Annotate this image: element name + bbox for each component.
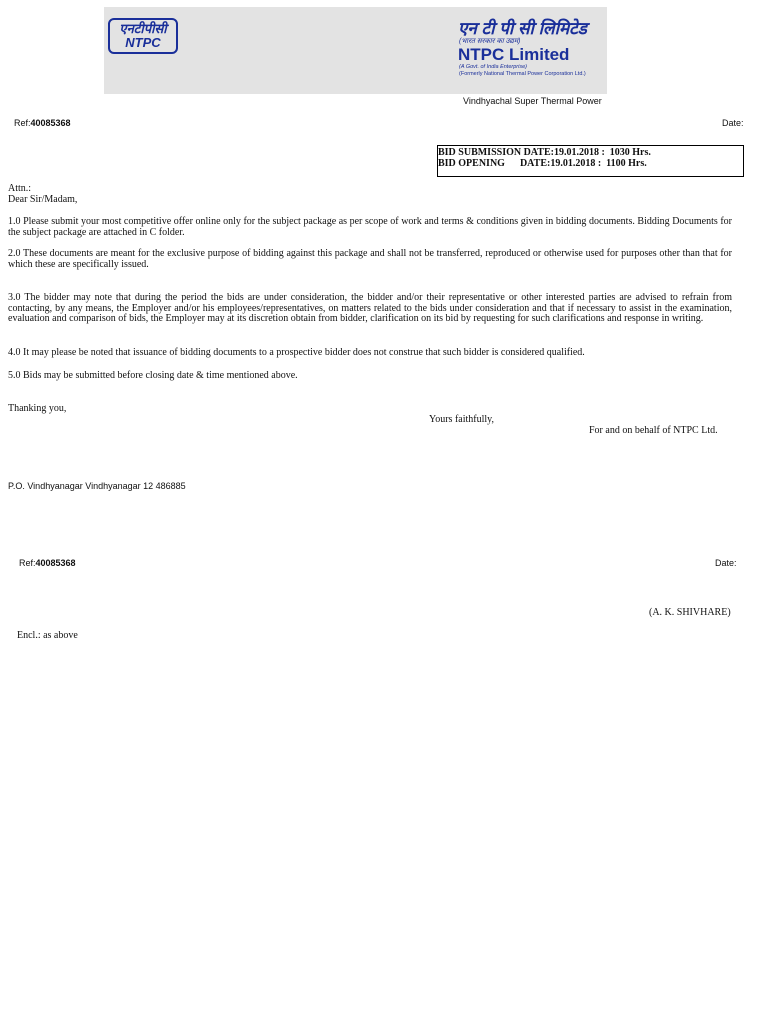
brand-govt-line: (A Govt. of India Enterprise) [459, 64, 527, 70]
enclosure-note: Encl.: as above [17, 630, 78, 641]
paragraph-4: 4.0 It may please be noted that issuance of bidding documents to a prospective bidder does not construe that such bidder is considered qualified. [8, 347, 585, 358]
brand-name: NTPC Limited [458, 45, 570, 64]
signatory-name: (A. K. SHIVHARE) [649, 607, 731, 618]
postal-address: P.O. Vindhyanagar Vindhyanagar 12 486885 [8, 481, 186, 491]
brand-hindi-name: एन टी पी सी लिमिटेड [458, 19, 587, 38]
reference-line-2 [19, 558, 76, 568]
date-label: Date: [722, 118, 744, 128]
paragraph-5: 5.0 Bids may be submitted before closing date & time mentioned above. [8, 370, 298, 381]
logo-hindi-text: एनटीपीसी [119, 21, 167, 36]
bid-opening-line: BID OPENING DATE:19.01.2018 : 1100 Hrs. [438, 158, 647, 169]
salutation: Dear Sir/Madam, [8, 194, 78, 205]
ref-label-2: Ref: [19, 558, 36, 568]
reference-line [14, 118, 71, 128]
ref-number: 40085368 [30, 118, 71, 128]
on-behalf-line: For and on behalf of NTPC Ltd. [589, 425, 718, 436]
paragraph-1: 1.0 Please submit your most competitive offer online only for the subject package as per scope of work and terms & conditions given in bidding documents. Bidding Documents for the subject package are attached in C folder. [8, 216, 732, 238]
paragraph-3: 3.0 The bidder may note that during the period the bids are under consideration, the bidder and/or their representative or other interested parties are advised to refrain from contacting, by any means, the Employer and/or his employees/representatives, on matters related to the bids under consideration and that if necessary to assist in the examination, evaluation and comparison of bids, the Employer may at its discretion obtain from bidder, clarification on its bid by requesting for such clarifications and response in writing. [8, 292, 732, 324]
bid-schedule-box [437, 145, 744, 177]
date-label-2: Date: [715, 558, 737, 568]
brand-former-name: (Formerly National Thermal Power Corporation Ltd.) [459, 71, 586, 77]
plant-name: Vindhyachal Super Thermal Power [463, 96, 602, 106]
closing-yours-faithfully: Yours faithfully, [429, 414, 495, 425]
ref-number-2: 40085368 [35, 558, 76, 568]
paragraph-2: 2.0 These documents are meant for the exclusive purpose of bidding against this package and shall not be transferred, reproduced or otherwise used for purposes other than that for which these are specifically issued. [8, 248, 732, 270]
closing-thanks: Thanking you, [8, 403, 67, 414]
ref-label: Ref: [14, 118, 31, 128]
ntpc-logo [108, 18, 178, 54]
bid-submission-line: BID SUBMISSION DATE:19.01.2018 : 1030 Hrs. [438, 147, 651, 158]
logo-latin-text: NTPC [125, 35, 161, 50]
attention-line: Attn.: [8, 183, 32, 194]
brand-tagline: (भारत सरकार का उद्यम) [459, 38, 521, 45]
